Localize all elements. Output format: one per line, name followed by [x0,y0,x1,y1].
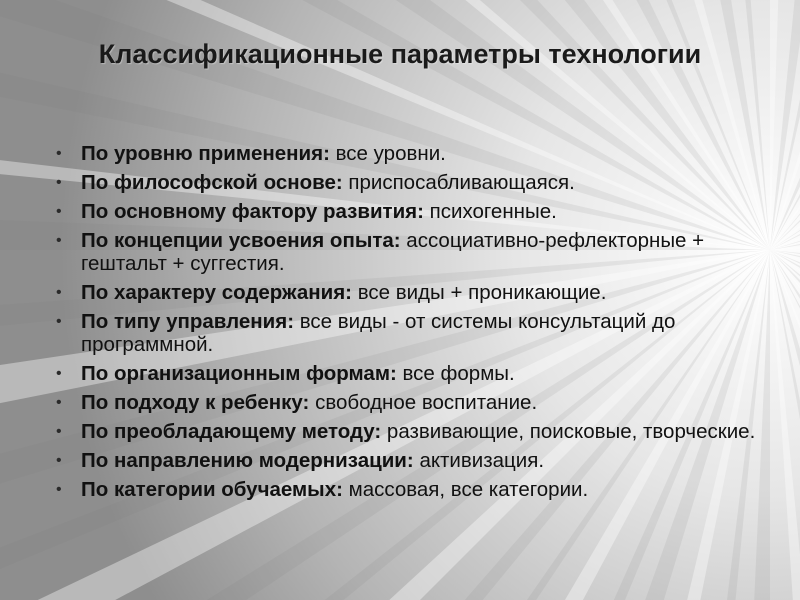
parameter-value: все виды - от системы консультаций до программной. [81,310,676,356]
parameter-value: развивающие, поисковые, творческие. [381,420,756,443]
parameter-label: По типу управления: [81,310,295,333]
parameter-value: ассоциативно-рефлекторные + гештальт + суггестия. [81,229,705,275]
parameter-value: все формы. [396,362,515,385]
parameter-value: приспосабливающаяся. [342,171,575,194]
bullet-icon: • [56,284,62,301]
parameter-value: все уровни. [329,142,446,165]
parameter-label: По направлению модернизации: [81,449,414,472]
bullet-icon: • [56,174,62,191]
list-item [54,420,774,443]
parameter-label: По философской основе: [81,171,343,194]
list-item [54,449,774,472]
bullet-icon: • [56,232,62,249]
bullet-icon: • [56,394,62,411]
list-item [54,281,774,304]
parameter-value: активизация. [413,449,545,472]
parameter-label: По категории обучаемых: [81,478,343,501]
parameter-label: По организационным формам: [81,362,397,385]
list-item [54,478,774,501]
parameter-list [54,142,774,507]
bullet-icon: • [56,145,62,162]
bullet-icon: • [56,313,62,330]
bullet-icon: • [56,452,62,469]
parameter-label: По концепции усвоения опыта: [81,229,401,252]
slide-title: Классификационные параметры технологии [98,39,702,69]
list-item [54,229,774,275]
list-item [54,142,774,165]
list-item [54,391,774,414]
bullet-icon: • [56,423,62,440]
parameter-label: По характеру содержания: [81,281,353,304]
parameter-label: По подходу к ребенку: [81,391,310,414]
parameter-value: все виды + проникающие. [352,281,607,304]
list-item [54,362,774,385]
bullet-icon: • [56,203,62,220]
bullet-icon: • [56,481,62,498]
parameter-label: По уровню применения: [81,142,330,165]
list-item [54,310,774,356]
parameter-value: психогенные. [423,200,557,223]
list-item [54,200,774,223]
parameter-label: По преобладающему методу: [81,420,382,443]
bullet-icon: • [56,365,62,382]
parameter-value: свободное воспитание. [309,391,538,414]
list-item [54,171,774,194]
parameter-value: массовая, все категории. [342,478,589,501]
parameter-label: По основному фактору развития: [81,200,424,223]
